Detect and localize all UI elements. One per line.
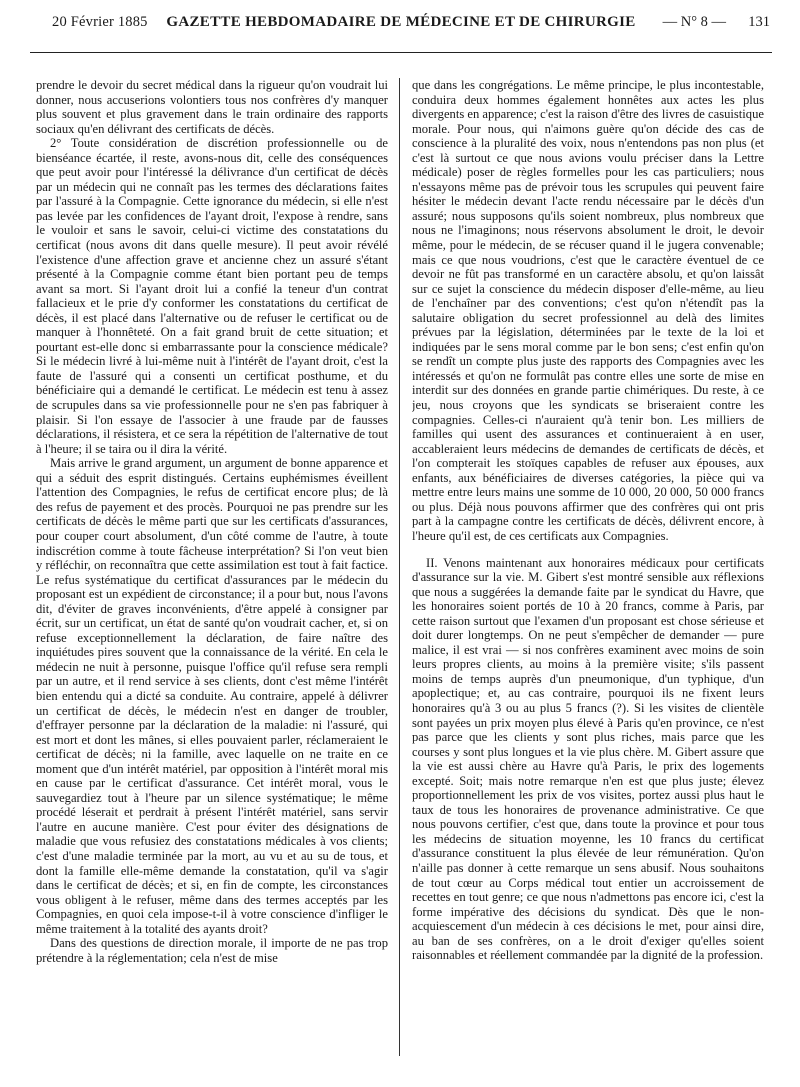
- journal-title: GAZETTE HEBDOMADAIRE DE MÉDECINE ET DE CHIRURGIE: [166, 14, 636, 30]
- paragraph: que dans les congrégations. Le même principe, le plus incontestable, conduira deux hommes également honnêtes aux actes les plus divergents en apparence; c'est la raison d'être des livres de casuistique morale. Pour nous, qui n'aimons guère qu'on décide des cas de conscience à la pluralité des voix, nous n'entendons pas non plus (et c'est là surtout ce que nous avions voulu préciser dans la Lettre médicale) poser de règles formelles pour les cas particuliers; nous n'essayons même pas de prévoir tous les scrupules qui peuvent faire hésiter le médecin devant l'acte rendu nécessaire par le décès d'un assuré; nous supposons qu'ils soient nombreux, plus nombreux que nous ne l'imaginons; nous réservons absolument le droit, le devoir même, pour le médecin, de se récuser quand il le jugera convenable; mais ce que nous voudrions, c'est que le caractère éventuel de ce devoir ne fût pas transformé en un caractère absolu, et qu'on laissât sur ce sujet la conscience du médecin disposer d'elle-même, au lieu de l'enchaîner par des conventions; c'est qu'on n'étendît pas la salutaire obligation du secret professionnel au delà des limites prévues par la législation, déterminées par le texte de la loi et indiquées par le sens moral comme par le bon sens; c'est enfin qu'on se rendît un compte plus juste des rapports des Compagnies avec les intéressés et qu'on ne formulât pas contre elles une sorte de mise en interdit sur des données en grande partie chimériques. Du reste, à ce jeu, nous croyons que les syndicats se briseraient contre les compagnies. Celles-ci n'auraient qu'à tenir bon. Les milliers de familles qui usent des assurances et continueraient à en user, accableraient leurs médecins de demandes de certificats de décès, et l'on compterait les stoïques capables de refuser aux épouses, aux enfants, aux bénéficiaires de diverses catégories, la pièce qui va mettre entre leurs mains une somme de 10 000, 20 000, 50 000 francs ou plus. Déjà nous pouvons affirmer que des confrères qui ont pris part à la campagne contre les certificats de décès, délivrent encore, à l'heure qu'il est, de ces certificats aux Compagnies.: [412, 78, 764, 543]
- left-column: [36, 78, 388, 1078]
- issue-date: 20 Février 1885: [52, 14, 148, 30]
- paragraph: Dans des questions de direction morale, il importe de ne pas trop prétendre à la réglementation; cela n'est de mise: [36, 936, 388, 965]
- page-number: 131: [748, 14, 770, 30]
- paragraph: prendre le devoir du secret médical dans la rigueur qu'on voudrait lui donner, nous accuserions volontiers tous nos confrères d'y manquer plus souvent et plus gravement dans le train ordinaire des rapports sociaux qu'en délivrant des certificats de décès.: [36, 78, 388, 136]
- section-paragraph: II. Venons maintenant aux honoraires médicaux pour certificats d'assurance sur la vie. M. Gibert s'est montré sensible aux réflexions que nous a suggérées la demande faite par le syndicat du Havre, que les honoraires soient portés de 10 à 20 francs, comme à Paris, par cette raison surtout que l'examen d'un proposant est chose sérieuse et doit durer longtemps. On ne peut s'empêcher de demander — pure malice, il est vrai — si nos confrères examinent avec moins de soin leurs propres clients, au moins à la première visite; s'ils passent moins de temps auprès d'un pneumonique, d'un typhique, d'un apoplectique; et, au cas contraire, pourquoi ils ne fixent leurs honoraires qu'à 3 ou au plus 5 francs (?). Si les visites de clientèle sont payées un prix moyen plus élevé à Paris qu'en province, ce n'est pas parce que les clients y sont plus riches, mais parce que les courses y sont plus longues et la vie plus chère. M. Gibert assure que la vie est aussi chère au Havre qu'à Paris, le prix des logements excepté. Soit; mais notre remarque n'en est que plus juste; élevez proportionnellement les prix de vos visites, portez aussi plus haut le taux de tous les honoraires de provenance administrative. Ce que nous pouvons certifier, c'est que, dans toute la province et pour tous les médecins de situation moyenne, les 10 francs du certificat d'assurance constituent la plus élevée de leur rémunération. Qu'on n'aille pas donner à cette remarque un sens abusif. Nous souhaitons de tout cœur au Corps médical tout entier un accroissement de recettes en tout genre; ce que nous n'admettons pas encore ici, c'est la forme impérative des décisions du syndicat. Dès que le non-acquiescement d'un médecin à ces décisions le met, pour ainsi dire, au ban de ses confrères, on a le droit d'exiger qu'elles soient raisonnables et réellement commandée par la dignité de la profession.: [412, 555, 764, 963]
- issue-number: — N° 8 —: [662, 14, 726, 30]
- paragraph: Mais arrive le grand argument, un argument de bonne apparence et qui a séduit des esprit distingués. Certains euphémismes éveillent l'attention des Compagnies, le refus de certificat encore plus; de là des refus de payement et des procès. Pourquoi ne pas prendre sur les certificats de décès le même parti que sur les certificats d'assurances, pour couper court absolument, d'un côté comme de l'autre, à toute indiscrétion comme à toute fâcheuse interprétation? Si l'on veut bien y réfléchir, on reconnaîtra que cette assimilation est tout à fait factice. Le refus systématique du certificat d'assurances par le médecin du proposant est un expédient de circonstance; il a pour but, nous l'avons dit, d'éviter de graves inconvénients, d'être appelé à consigner par écrit, sur un certificat, un état de santé qu'on voudrait cacher, et, si on refuse exceptionnellement la déclaration, de faire naître des inquiétudes pires souvent que la connaissance de la vérité. En cela le médecin ne nuit à personne, puisque l'office qu'il refuse sera rempli par un autre, et il rend service à ses clients, dont c'est même l'intérêt bien entendu qui a dicté sa conduite. Au contraire, appelé à délivrer un certificat de décès, le médecin n'est en danger de troubler, d'effrayer personne par la déclaration de la maladie: ni l'assuré, qui est mort et dont les mânes, si elles pouvaient parler, réclameraient le certificat de décès; ni la famille, avec laquelle on ne traite en ce moment que d'un intérêt matériel, par opposition à l'intérêt moral mis en cause par le certificat d'assurance. Cet intérêt moral, vous le sauvegardiez tout à l'heure par un silence systématique; le même procédé léserait et perdrait à présent l'intérêt matériel, sans servir l'autre en aucune manière. C'est pour éviter des désignations de maladie que vous refusiez des constatations médicales à vos clients; c'est d'une maladie terminée par la mort, au vu et au su de tous, et dont la famille elle-même demande la constatation, qu'il va s'agir dans le certificat de décès; et si, en fin de compte, les circonstances vous obligent à le refuser, même dans des termes acceptés par les Compagnies, en quoi cela impose-t-il à votre conscience d'infliger le même traitement à la totalité des ayants droit?: [36, 456, 388, 936]
- paragraph: 2° Toute considération de discrétion professionnelle ou de bienséance écartée, il reste, avons-nous dit, celle des conséquences que peut avoir pour l'intéressé la délivrance d'un certificat de décès par un médecin qui ne connaît pas les termes des déclarations faites par l'assuré à la Compagnie. Cette ignorance du médecin, si elle n'est pas levée par les confidences de l'ayant droit, l'expose à rendre, sans le vouloir et sans le savoir, celui-ci victime des constatations du certificat (nous avons dit dans quelle mesure). Il peut avoir révélé l'existence d'une affection grave et ancienne chez un assuré s'étant présenté à la Compagnie comme étant bien portant peu de temps avant sa mort. Si l'ayant droit lui a confié la teneur d'un contrat fallacieux et le prie d'y conformer les constatations du certificat de décès, il est placé dans l'alternative ou de refuser le certificat ou de manquer à l'honnêteté. On a fait grand bruit de cette situation; et pourtant est-elle donc si embarrassante pour la conscience médicale? Si le médecin livré à lui-même nuit à l'intérêt de l'ayant droit, c'est la faute de l'assuré qui a consenti un certificat posthume, et du bénéficiaire qui a demandé le certificat. Le médecin est tenu à assez de scrupules dans sa vie professionnelle pour ne s'en pas fabriquer à plaisir. Si l'on essaye de l'associer à une fraude par de fausses déclarations, il résistera, et ce sera la répétition de l'alternative de tout à l'heure; il se taira ou il dira la vérité.: [36, 136, 388, 456]
- column-divider: [399, 78, 400, 1056]
- page-header: [30, 12, 772, 53]
- right-column: [412, 78, 764, 1078]
